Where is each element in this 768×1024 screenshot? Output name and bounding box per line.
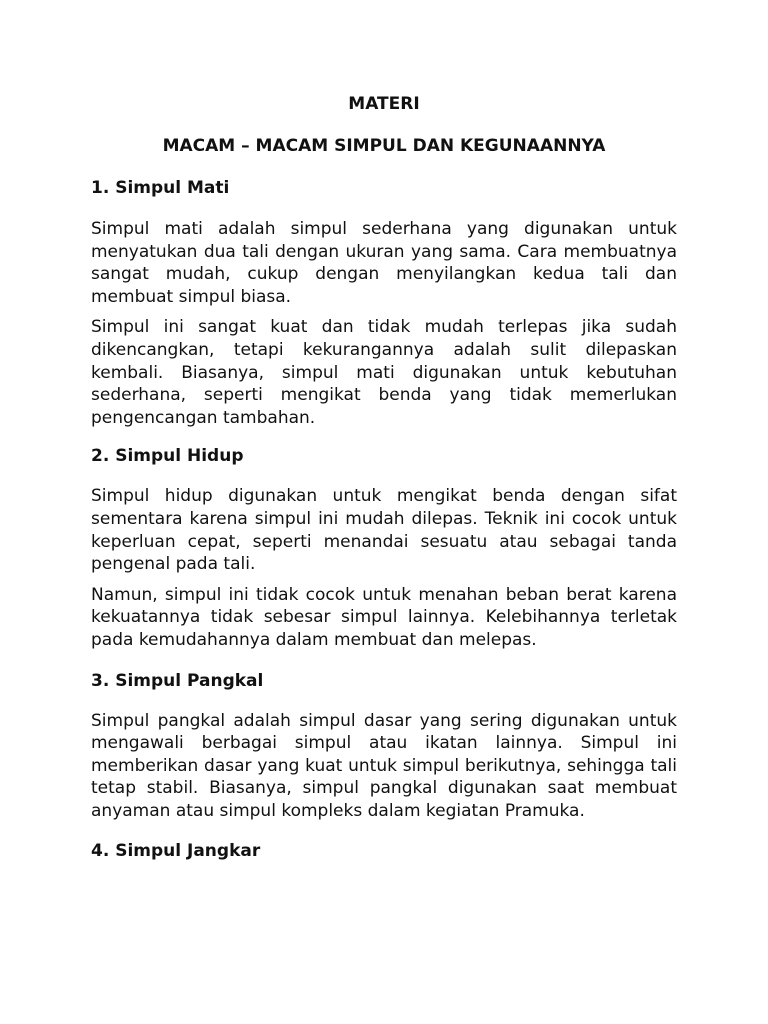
paragraph: Simpul ini sangat kuat dan tidak mudah terlepas jika sudah dikencangkan, tetapi kekurangannya adalah sulit dilepaskan kembali. Biasanya, simpul mati digunakan untuk kebutuhan sederhana, seperti mengikat benda yang tidak memerlukan pengencangan tambahan. <box>91 317 677 428</box>
paragraph: Namun, simpul ini tidak cocok untuk menahan beban berat karena kekuatannya tidak sebesar simpul lainnya. Kelebihannya terletak pada kemudahannya dalam membuat dan melepas. <box>91 584 677 650</box>
document-page <box>91 92 677 863</box>
paragraph: Simpul hidup digunakan untuk mengikat benda dengan sifat sementara karena simpul ini mudah dilepas. Teknik ini cocok untuk keperluan cepat, seperti menandai sesuatu atau sebagai tanda pengenal pada tali. <box>91 486 677 575</box>
document-title: MATERI <box>348 94 420 114</box>
section-heading-simpul-pangkal: 3. Simpul Pangkal <box>91 670 264 691</box>
section-heading-simpul-mati: 1. Simpul Mati <box>91 178 230 198</box>
section-heading-simpul-hidup: 2. Simpul Hidup <box>91 446 244 467</box>
section-heading-simpul-jangkar: 4. Simpul Jangkar <box>91 841 261 862</box>
paragraph: Simpul pangkal adalah simpul dasar yang sering digunakan untuk mengawali berbagai simpul atau ikatan lainnya. Simpul ini memberikan dasar yang kuat untuk simpul berikutnya, sehingga tali tetap stabil. Biasanya, simpul pangkal digunakan saat membuat anyaman atau simpul kompleks dalam kegiatan Pramuka. <box>91 710 677 821</box>
paragraph: Simpul mati adalah simpul sederhana yang digunakan untuk menyatukan dua tali dengan ukuran yang sama. Cara membuatnya sangat mudah, cukup dengan menyilangkan kedua tali dan membuat simpul biasa. <box>91 219 677 307</box>
document-subtitle: MACAM – MACAM SIMPUL DAN KEGUNAANNYA <box>162 136 606 156</box>
